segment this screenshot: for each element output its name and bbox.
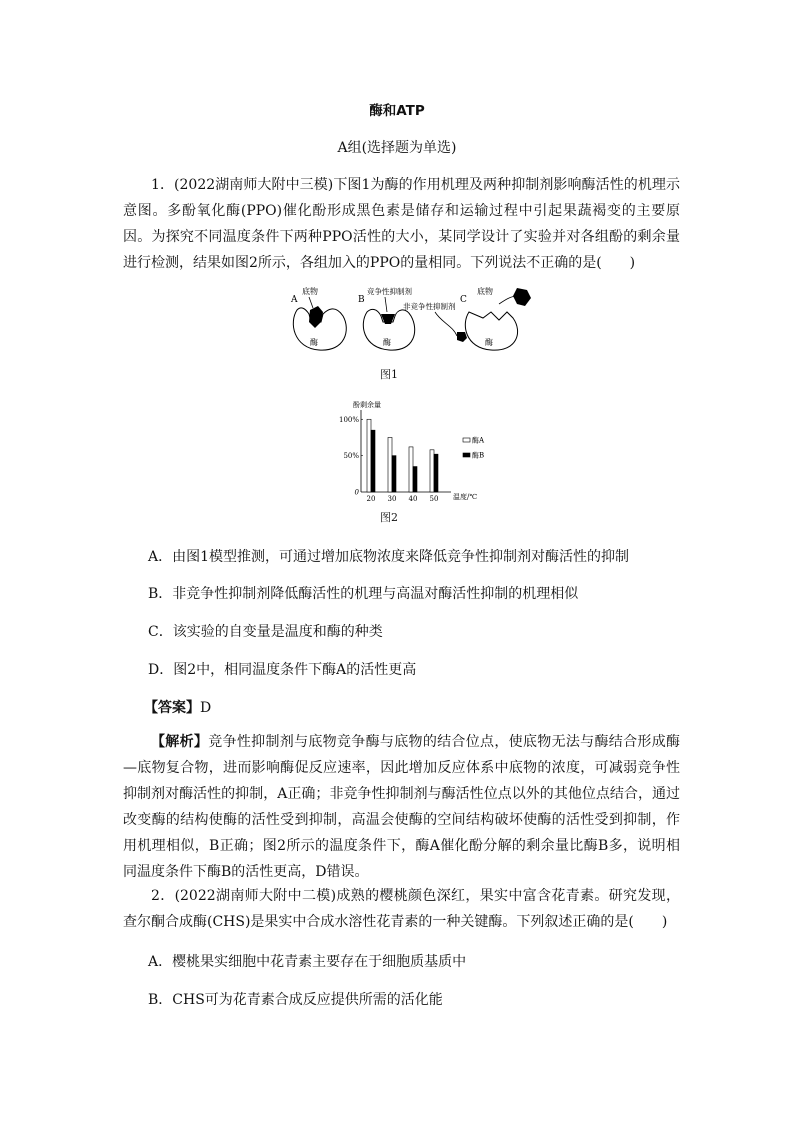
fig1-label-b: B (358, 295, 365, 305)
q1-option-a: A．由图1模型推测，可通过增加底物浓度来降低竞争性抑制剂对酶活性的抑制 (148, 549, 630, 565)
chart-bar-a (430, 450, 434, 492)
fig1-substrate-c: 底物 (477, 287, 493, 296)
chart-ytick-label: 50% (343, 452, 359, 461)
fig1-substrate-a: 底物 (302, 287, 318, 296)
fig1-label-a: A (291, 295, 298, 305)
chart-legend-swatch (463, 438, 470, 442)
chart-ytick-label: 100% (338, 415, 359, 424)
chart-bar-a (367, 419, 371, 492)
fig1-comp-inhibitor: 竞争性抑制剂 (367, 287, 412, 296)
chart-legend-label: 酶A (472, 436, 485, 445)
group-heading: A组(选择题为单选) (337, 140, 457, 156)
q1-analysis (123, 729, 680, 885)
question-2-stem: 2．(2022湖南师大附中二模)成熟的樱桃颜色深红，果实中富含花青素。研究发现，查尔酮合成酶(CHS)是果实中合成水溶性花青素的一种关键酶。下列叙述正确的是( ) (123, 888, 680, 930)
figure-2-chart (335, 398, 495, 506)
fig1-enzyme-c: 酶 (485, 338, 493, 347)
figure-2-caption: 图2 (380, 511, 398, 524)
q1-option-d: D．图2中，相同温度条件下酶A的活性更高 (148, 662, 417, 678)
noncomp-inhibitor-shape (457, 332, 467, 342)
page-title: 酶和ATP (369, 103, 425, 119)
fig1-arrow-a (309, 297, 313, 308)
chart-bar-a (388, 437, 392, 492)
fig1-noncomp-inhibitor: 非竞争性抑制剂 (403, 302, 456, 311)
answer-value: D (200, 700, 212, 716)
q1-option-c: C．该实验的自变量是温度和酶的种类 (148, 624, 383, 640)
chart-bar-a (409, 447, 413, 492)
figure-1-diagram (285, 282, 545, 360)
q2-option-b: B．CHS可为花青素合成反应提供所需的活化能 (148, 992, 443, 1008)
substrate-a-shape (309, 306, 323, 328)
analysis-label: 【解析】 (151, 734, 209, 750)
analysis-text: 竞争性抑制剂与底物竞争酶与底物的结合位点，使底物无法与酶结合形成酶—底物复合物，进而影响酶促反应速率，因此增加反应体系中底物的浓度，可减弱竞争性抑制剂对酶活性的抑制，A正确；非竞争性抑制剂与酶活性位点以外的其他位点结合，通过改变酶的结构使酶的活性受到抑制，高温会使酶的空间结构破坏使酶的活性受到抑制，作用机理相似，B正确；图2所示的温度条件下，酶A催化酚分解的剩余量比酶B多，说明相同温度条件下酶B的活性更高，D错误。 (123, 734, 681, 880)
released-substrate-shape (513, 288, 531, 306)
fig1-enzyme-a: 酶 (310, 338, 318, 347)
q2-option-a: A．樱桃果实细胞中花青素主要存在于细胞质基质中 (148, 954, 467, 970)
chart-ytick-label: 0 (354, 488, 359, 497)
chart-ylabel: 酚剩余量 (353, 401, 381, 409)
chart-xtick-label: 40 (408, 495, 418, 503)
chart-bar-b (413, 467, 417, 492)
chart-xtick-label: 20 (366, 495, 376, 503)
fig1-arrow-c (435, 312, 457, 336)
q1-option-b: B．非竞争性抑制剂降低酶活性的机理与高温对酶活性抑制的机理相似 (148, 586, 579, 602)
chart-legend-label: 酶B (472, 451, 485, 460)
question-1-stem: 1．(2022湖南师大附中三模)下图1为酶的作用机理及两种抑制剂影响酶活性的机理示意图。多酚氧化酶(PPO)催化酚形成黑色素是储存和运输过程中引起果蔬褐变的主要原因。为探究不同温度条件下两种PPO活性的大小，某同学设计了实验并对各组酚的剩余量进行检测，结果如图2所示，各组加入的PPO的量相同。下列说法不正确的是( ) (123, 177, 680, 271)
q1-answer (144, 697, 211, 717)
chart-bar-b (392, 456, 396, 492)
chart-legend-swatch (463, 453, 470, 457)
chart-xlabel: 温度/℃ (453, 493, 478, 501)
chart-xtick-label: 30 (387, 495, 397, 503)
chart-bar-b (434, 454, 438, 492)
fig1-label-c: C (460, 295, 467, 305)
figure-1-caption: 图1 (380, 368, 398, 381)
answer-label: 【答案】 (144, 700, 200, 716)
fig1-arrow-b (385, 297, 387, 312)
fig1-enzyme-b: 酶 (383, 338, 391, 347)
chart-xtick-label: 50 (429, 495, 439, 503)
chart-bar-b (371, 430, 375, 492)
